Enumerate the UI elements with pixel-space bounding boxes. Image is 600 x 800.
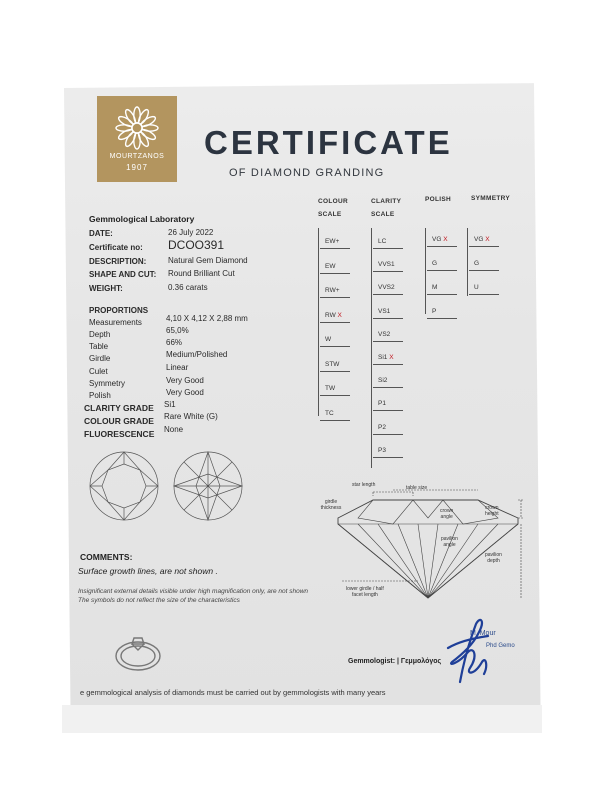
detail-value: Natural Gem Diamond <box>168 256 248 265</box>
grade-value: Rare White (G) <box>164 412 218 421</box>
proportion-value: Linear <box>166 363 189 372</box>
clarity-scale-line <box>371 228 372 468</box>
detail-value: 26 July 2022 <box>168 228 214 237</box>
colour-tick <box>320 297 350 298</box>
colour-tick <box>320 273 350 274</box>
colour-scale-line <box>318 228 319 416</box>
grade-label: COLOUR GRADE <box>84 416 154 426</box>
clarity-tick <box>373 410 403 411</box>
clarity-grade: VS1 <box>378 307 391 315</box>
clarity-tick <box>373 364 403 365</box>
ring-icon <box>108 616 172 680</box>
colour-grade: STW <box>325 360 340 368</box>
symmetry-grade: G <box>474 260 480 267</box>
proportion-value: Medium/Polished <box>166 350 228 359</box>
clarity-grade: VVS1 <box>378 261 395 269</box>
crown-height-label: crown height <box>485 505 499 517</box>
colour-grade: TC <box>325 409 334 417</box>
colour-tick <box>320 395 350 396</box>
clarity-grade: VVS2 <box>378 284 395 292</box>
colour-grade: TW <box>325 385 336 392</box>
symmetry-grade: U <box>474 284 479 291</box>
detail-label: WEIGHT: <box>89 284 123 293</box>
proportion-label: Culet <box>89 367 108 376</box>
clarity-grade: P2 <box>378 423 386 431</box>
clarity-tick <box>373 457 403 458</box>
symmetry-tick <box>469 246 499 247</box>
crown-angle-label: crown angle <box>440 508 454 520</box>
grade-label: CLARITY GRADE <box>84 403 154 413</box>
colour-grade: RW+ <box>325 287 340 294</box>
certificate-subtitle: OF DIAMOND GRANDING <box>229 167 385 179</box>
symmetry-scale-header: SYMMETRY <box>471 195 510 202</box>
polish-grade: P <box>432 308 437 315</box>
detail-label: SHAPE AND CUT: <box>89 270 157 279</box>
clarity-scale-header: CLARITY <box>371 198 402 205</box>
proportion-value: 65,0% <box>166 326 189 335</box>
polish-tick <box>427 294 457 295</box>
polish-grade: G <box>432 260 438 267</box>
sunburst-icon <box>113 104 161 152</box>
detail-label: Certificate no: <box>89 243 143 252</box>
crown-view-icon <box>90 452 158 520</box>
clarity-grade: P3 <box>378 446 386 454</box>
girdle-thickness-label: girdle thickness <box>320 499 342 511</box>
footer-text: e gemmological analysis of diamonds must be carried out by gemmologists with many years <box>80 688 386 697</box>
detail-label: DATE: <box>89 229 113 238</box>
selected-mark: X <box>387 354 394 361</box>
grade-value: None <box>164 425 184 434</box>
signer-name: M. Mour <box>470 630 496 637</box>
grade-label: FLUORESCENCE <box>84 429 155 439</box>
colour-tick <box>320 371 350 372</box>
colour-grade: RW X <box>325 311 342 319</box>
pavilion-depth-label: pavilion depth <box>485 552 502 564</box>
signature-image <box>430 612 500 692</box>
colour-scale-header: COLOUR <box>318 198 348 205</box>
polish-tick <box>427 270 457 271</box>
selected-mark: X <box>441 236 448 243</box>
detail-value: 0.36 carats <box>168 283 208 292</box>
sheet-fold <box>62 705 542 733</box>
detail-label: DESCRIPTION: <box>89 257 147 266</box>
polish-tick <box>427 246 457 247</box>
symmetry-scale-line <box>467 228 468 296</box>
proportion-label: Table <box>89 342 109 351</box>
clarity-tick <box>373 248 403 249</box>
pavilion-angle-label: pavilion angle <box>441 536 458 548</box>
disclaimer-note: Insignificant external details visible under high magnification only, are not shown The symbols do not reflect the size of the characteristics <box>78 588 309 604</box>
polish-grade: M <box>432 284 438 291</box>
polish-scale-header: POLISH <box>425 196 451 203</box>
certificate-number: DCOO391 <box>168 238 225 252</box>
colour-grade: W <box>325 336 332 343</box>
colour-tick <box>320 420 350 421</box>
gemmologist-label: Gemmologist: | Γεμμολόγος <box>348 658 442 665</box>
clarity-tick <box>373 387 403 388</box>
star-length-label: star length <box>352 482 376 488</box>
proportion-value: Very Good <box>166 376 204 385</box>
table-size-label: table size <box>406 485 428 491</box>
comments-title: COMMENTS: <box>80 552 133 562</box>
symmetry-tick <box>469 270 499 271</box>
lower-girdle-label: lower girdle / half facet length <box>346 586 384 598</box>
clarity-grade: Si1 X <box>378 354 394 361</box>
proportion-value: Very Good <box>166 388 204 397</box>
brand-year: 1907 <box>126 163 148 172</box>
clarity-tick <box>373 341 403 342</box>
clarity-scale-header-2: SCALE <box>371 211 395 218</box>
certificate-title: CERTIFICATE <box>204 124 453 161</box>
proportion-label: Depth <box>89 330 111 339</box>
grade-value: Si1 <box>164 400 176 409</box>
proportion-value: 4,10 X 4,12 X 2,88 mm <box>166 314 248 323</box>
comments-text: Surface growth lines, are not shown . <box>78 566 218 576</box>
clarity-tick <box>373 294 403 295</box>
proportion-label: Symmetry <box>89 379 125 388</box>
proportion-label: Girdle <box>89 354 111 363</box>
detail-value: Round Brilliant Cut <box>168 269 235 278</box>
proportion-value: 66% <box>166 338 183 347</box>
colour-tick <box>320 322 350 323</box>
proportions-title: PROPORTIONS <box>89 306 149 315</box>
colour-tick <box>320 248 350 249</box>
polish-scale-line <box>425 228 426 314</box>
colour-grade: EW+ <box>325 238 340 245</box>
colour-grade: EW <box>325 262 336 270</box>
brand-name: MOURTZANOS <box>109 153 165 160</box>
polish-grade: VG X <box>432 236 448 243</box>
selected-mark: X <box>483 236 490 243</box>
clarity-tick <box>373 434 403 435</box>
proportion-label: Measurements <box>89 318 142 327</box>
clarity-grade: LC <box>378 238 387 245</box>
lab-title: Gemmological Laboratory <box>89 214 195 224</box>
proportion-label: Polish <box>89 391 111 400</box>
clarity-tick <box>373 271 403 272</box>
clarity-grade: VS2 <box>378 330 391 338</box>
symmetry-tick <box>469 294 499 295</box>
clarity-grade: Si2 <box>378 377 388 385</box>
pavilion-view-icon <box>174 452 242 520</box>
symmetry-grade: VG X <box>474 236 490 243</box>
clarity-tick <box>373 318 403 319</box>
selected-mark: X <box>335 311 342 319</box>
signer-title: Phd Gemo <box>486 643 515 649</box>
clarity-grade: P1 <box>378 400 386 408</box>
colour-tick <box>320 346 350 347</box>
diamond-plot-diagrams <box>86 448 246 528</box>
polish-tick <box>427 318 457 319</box>
colour-scale-header-2: SCALE <box>318 211 342 218</box>
brand-logo <box>97 96 177 182</box>
